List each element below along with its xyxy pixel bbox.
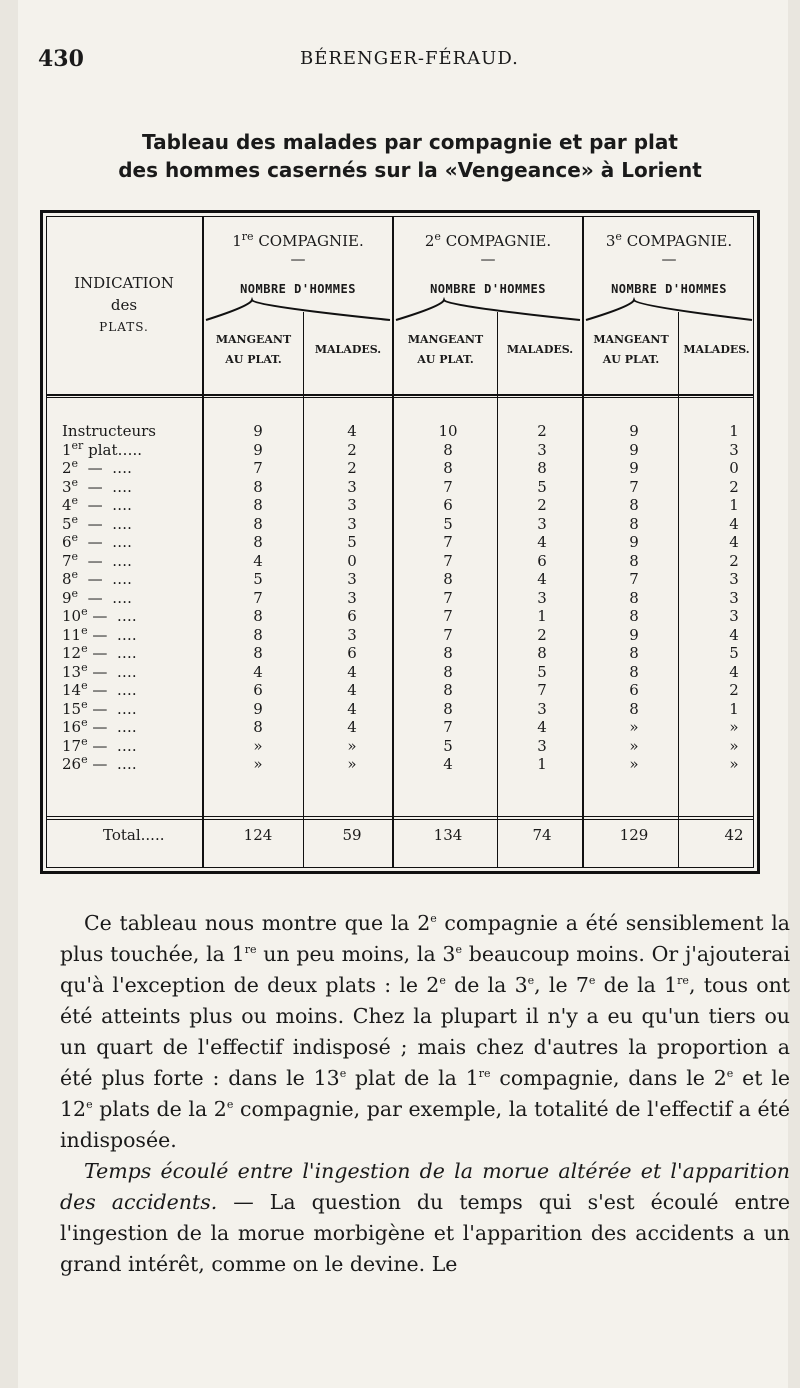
table-cell: 7 — [253, 459, 263, 477]
table-cell: 3 — [347, 625, 357, 644]
au-plat-label: AU PLAT. — [602, 353, 660, 366]
indication-label-des: des — [110, 296, 138, 314]
mangeant-header — [394, 330, 497, 370]
malades-header: MALADES. — [683, 343, 750, 356]
plat-label: 1er plat….. — [62, 438, 143, 459]
paragraph-2 — [60, 1156, 790, 1280]
table-cell: 6 — [443, 496, 453, 514]
table-cell: 8 — [253, 496, 263, 514]
table-cell: 3 — [347, 514, 357, 533]
table-cell: 8 — [443, 699, 453, 718]
table-cell: » — [729, 755, 739, 773]
text-run: plat de la 1 — [346, 1066, 479, 1090]
mangeant-header — [204, 330, 303, 370]
table-cell: 8 — [443, 459, 453, 477]
text-run: compagnie a été sensiblement la plus touchée, la 1 — [60, 911, 790, 966]
table-cell: 5 — [443, 514, 453, 533]
company-suffix: e — [615, 230, 622, 243]
table-cell: 5 — [253, 570, 263, 588]
company-suffix: e — [434, 230, 441, 243]
table-cell: 8 — [253, 477, 263, 496]
table-cell: 3 — [537, 736, 547, 755]
company-name: COMPAGNIE. — [445, 232, 552, 250]
table-cell: 8 — [629, 662, 639, 681]
table-cell: 1 — [729, 496, 739, 514]
table-cell: 5 — [537, 477, 547, 496]
company-num: 2 — [424, 232, 435, 250]
table-cell: 8 — [629, 514, 639, 533]
plat-label: 11e — …. — [62, 623, 137, 644]
company-2-header — [394, 232, 582, 268]
table-cell: 4 — [253, 662, 263, 681]
table-cell: » — [347, 736, 357, 755]
dash: — — [661, 250, 677, 268]
table-cell: 7 — [629, 477, 639, 496]
table-cell: 7 — [443, 588, 453, 607]
table-cell: » — [629, 755, 639, 773]
c1-mangeant-column — [228, 422, 288, 774]
c3-mangeant-column — [604, 422, 664, 774]
table-cell: 4 — [443, 755, 453, 773]
ordinal-suffix: e — [430, 912, 437, 926]
total-c1-mangeant: 124 — [243, 826, 273, 844]
malades-header: MALADES. — [314, 343, 382, 356]
table-cell: 4 — [347, 681, 357, 699]
plat-label: 6e — …. — [62, 531, 132, 551]
table-cell: 3 — [537, 514, 547, 533]
table-cell: 9 — [253, 440, 263, 459]
table-cell: 7 — [537, 681, 547, 699]
company-3-header — [584, 232, 754, 268]
table-cell: 3 — [347, 570, 357, 588]
table-cell: 8 — [629, 496, 639, 514]
indication-label: INDICATION — [74, 274, 174, 292]
table-cell: 9 — [629, 533, 639, 551]
mangeant-label: MANGEANT — [215, 333, 292, 346]
table-cell: 1 — [729, 422, 739, 440]
table-cell: 8 — [443, 644, 453, 662]
text-run: compagnie, dans le 2 — [490, 1066, 727, 1090]
plat-label: 17e — …. — [62, 734, 137, 755]
section-heading: Temps écoulé entre l'ingestion de la morue altérée et l'apparition des accidents. — [60, 1159, 790, 1214]
table-cell: 6 — [347, 644, 357, 662]
table-cell: 7 — [443, 607, 453, 625]
table-cell: 0 — [347, 551, 357, 570]
company-num: 3 — [605, 232, 616, 250]
plat-label: 3e — …. — [62, 475, 132, 496]
table-cell: 4 — [347, 422, 357, 440]
table-cell: 8 — [629, 699, 639, 718]
table-title-line1: Tableau des malades par compagnie et par plat — [142, 130, 678, 154]
total-c3-mangeant: 129 — [619, 826, 649, 844]
table-cell: 3 — [537, 699, 547, 718]
table-cell: 3 — [729, 440, 739, 459]
ordinal-suffix: e — [339, 1067, 347, 1081]
total-rule — [46, 816, 754, 817]
table-cell: 2 — [537, 496, 547, 514]
table-cell: 9 — [253, 699, 263, 718]
table-cell: 9 — [629, 440, 639, 459]
table-cell: 7 — [443, 477, 453, 496]
ordinal-suffix: e — [439, 974, 446, 988]
table-cell: 2 — [537, 625, 547, 644]
table-cell: 4 — [729, 662, 739, 681]
ordinal-suffix: e — [455, 943, 462, 957]
table-cell: 8 — [253, 644, 263, 662]
ordinal-suffix: re — [478, 1067, 491, 1081]
ordinal-suffix: e — [588, 974, 596, 988]
table-cell: 3 — [347, 477, 357, 496]
table-cell: 3 — [347, 588, 357, 607]
table-cell: 4 — [253, 551, 263, 570]
table-cell: 8 — [253, 718, 263, 736]
table-cell: » — [253, 755, 263, 773]
paragraph-1 — [60, 908, 790, 1156]
dash: — — [480, 250, 496, 268]
plat-label: 16e — …. — [62, 716, 137, 736]
table-cell: 4 — [729, 533, 739, 551]
running-title: BÉRENGER-FÉRAUD. — [300, 48, 519, 69]
c2-mangeant-column — [418, 422, 478, 774]
plat-label: 13e — …. — [62, 660, 137, 681]
text-run: , le 7 — [534, 973, 589, 997]
table-cell: 8 — [629, 551, 639, 570]
total-c1-malades: 59 — [342, 826, 362, 844]
text-run: de la 1 — [595, 973, 678, 997]
table-cell: 2 — [347, 440, 357, 459]
company-num: 1 — [232, 232, 242, 250]
table-cell: 2 — [537, 422, 547, 440]
table-cell: 4 — [537, 533, 547, 551]
table-cell: 6 — [347, 607, 357, 625]
table-cell: 5 — [729, 644, 739, 662]
total-c2-mangeant: 134 — [433, 826, 463, 844]
table-cell: 4 — [537, 718, 547, 736]
table-cell: 2 — [729, 477, 739, 496]
text-run: de la 3 — [445, 973, 528, 997]
table-cell: 8 — [537, 459, 547, 477]
table-cell: 8 — [629, 607, 639, 625]
table-cell: 4 — [729, 625, 739, 644]
ordinal-suffix: re — [244, 943, 257, 957]
table-cell: 8 — [253, 625, 263, 644]
table-cell: 9 — [629, 422, 639, 440]
dash: — — [290, 250, 306, 268]
ordinal-suffix: e — [527, 974, 535, 988]
mangeant-header — [584, 330, 678, 370]
table-cell: 5 — [443, 736, 453, 755]
total-c2-malades: 74 — [532, 826, 552, 844]
table-cell: 9 — [253, 422, 263, 440]
plat-label: 5e — …. — [62, 512, 132, 533]
text-run: un peu moins, la 3 — [256, 942, 456, 966]
table-cell: » — [253, 736, 263, 755]
table-cell: 8 — [629, 644, 639, 662]
table-cell: 2 — [729, 681, 739, 699]
table-cell: 7 — [253, 588, 263, 607]
text-run: plats de la 2 — [92, 1097, 227, 1121]
table-cell: » — [629, 718, 639, 736]
c3-malades-column — [704, 422, 764, 774]
page-number: 430 — [38, 46, 84, 72]
text-run: compagnie, par exemple, la totalité de l'effectif a été indisposée. — [60, 1097, 790, 1152]
company-1-header — [204, 232, 392, 268]
table-cell: 1 — [537, 607, 547, 625]
table-cell: 6 — [253, 681, 263, 699]
table-cell: 7 — [443, 625, 453, 644]
table-cell: 4 — [729, 514, 739, 533]
table-cell: 2 — [729, 551, 739, 570]
plat-label: 12e — …. — [62, 642, 137, 662]
nombre-header: NOMBRE D'HOMMES — [430, 282, 546, 296]
plat-label: 9e — …. — [62, 586, 132, 607]
indication-label-plats: PLATS. — [99, 320, 149, 334]
total-rule — [46, 819, 754, 820]
mangeant-label: MANGEANT — [593, 333, 669, 346]
mangeant-label: MANGEANT — [407, 333, 484, 346]
text-run: Ce tableau nous montre que la 2 — [84, 911, 431, 935]
table-cell: 7 — [443, 718, 453, 736]
table-cell: 4 — [347, 718, 357, 736]
table-cell: 4 — [347, 699, 357, 718]
plat-label: 2e — …. — [62, 457, 132, 477]
table-cell: 5 — [537, 662, 547, 681]
au-plat-label: AU PLAT. — [417, 353, 474, 366]
table-cell: » — [729, 736, 739, 755]
plats-column — [62, 422, 202, 774]
table-cell: 10 — [438, 422, 458, 440]
table-cell: » — [347, 755, 357, 773]
paragraph-2-text: — La question du temps qui s'est écoulé entre l'ingestion de la morue morbigène et l'apparition des accidents a un grand intérêt, comme on le devine. Le — [60, 1190, 791, 1276]
c2-malades-column — [512, 422, 572, 774]
au-plat-label: AU PLAT. — [225, 353, 282, 366]
text-run: , tous ont été atteints plus ou moins. Chez la plupart il n'y a eu qu'un tiers ou un quart de l'effectif indisposé ; mais chez d'autres la proportion a été plus forte : dans le 13 — [60, 973, 791, 1090]
ordinal-suffix: e — [226, 1098, 234, 1112]
table-title-line2: des hommes casernés sur la «Vengeance» à Lorient — [118, 158, 702, 182]
table-cell: 5 — [347, 533, 357, 551]
table-cell: 2 — [347, 459, 357, 477]
table-cell: 8 — [253, 514, 263, 533]
table-cell: 8 — [443, 681, 453, 699]
table-cell: » — [629, 736, 639, 755]
company-name: COMPAGNIE. — [258, 232, 364, 250]
plat-label: 10e — …. — [62, 605, 137, 625]
total-c3-malades: 42 — [724, 826, 744, 844]
nombre-header: NOMBRE D'HOMMES — [240, 282, 356, 296]
company-suffix: re — [241, 230, 254, 243]
table-cell: 3 — [537, 588, 547, 607]
table-cell: 3 — [729, 588, 739, 607]
table-cell: 3 — [537, 440, 547, 459]
plat-label: 4e — …. — [62, 494, 132, 514]
ordinal-suffix: re — [677, 974, 689, 988]
company-name: COMPAGNIE. — [626, 232, 733, 250]
table-cell: 9 — [629, 625, 639, 644]
table-cell: 7 — [443, 533, 453, 551]
table-cell: 3 — [729, 607, 739, 625]
body-text — [60, 908, 790, 1280]
indication-header — [46, 272, 202, 338]
c1-malades-column — [322, 422, 382, 774]
table-cell: 4 — [537, 570, 547, 588]
table-cell: 7 — [629, 570, 639, 588]
text-run: beaucoup moins. Or j'ajouterai qu'à l'exception de deux plats : le 2 — [60, 942, 791, 997]
table-cell: 8 — [443, 570, 453, 588]
table-cell: 3 — [729, 570, 739, 588]
malades-header: MALADES. — [506, 343, 574, 356]
text-run: et le 12 — [60, 1066, 790, 1121]
plat-label: Instructeurs — [62, 422, 156, 440]
ordinal-suffix: e — [86, 1098, 93, 1112]
table-cell: 8 — [443, 440, 453, 459]
plat-label: 26e — …. — [62, 753, 137, 773]
total-label: Total..... — [103, 826, 165, 844]
table-cell: 8 — [253, 533, 263, 551]
ordinal-suffix: e — [726, 1067, 734, 1081]
plat-label: 7e — …. — [62, 549, 132, 570]
table-cell: 6 — [629, 681, 639, 699]
nombre-header: NOMBRE D'HOMMES — [611, 282, 727, 296]
table-cell: 7 — [443, 551, 453, 570]
table-cell: 8 — [443, 662, 453, 681]
table-cell: 8 — [629, 588, 639, 607]
table-cell: 8 — [537, 644, 547, 662]
table-cell: 8 — [253, 607, 263, 625]
table-cell: 6 — [537, 551, 547, 570]
table-cell: 1 — [537, 755, 547, 773]
table-cell: 0 — [729, 459, 739, 477]
table-cell: » — [729, 718, 739, 736]
table-cell: 4 — [347, 662, 357, 681]
plat-label: 15e — …. — [62, 697, 137, 718]
table-cell: 1 — [729, 699, 739, 718]
plat-label: 14e — …. — [62, 679, 137, 699]
table-cell: 3 — [347, 496, 357, 514]
table-cell: 9 — [629, 459, 639, 477]
plat-label: 8e — …. — [62, 568, 132, 588]
